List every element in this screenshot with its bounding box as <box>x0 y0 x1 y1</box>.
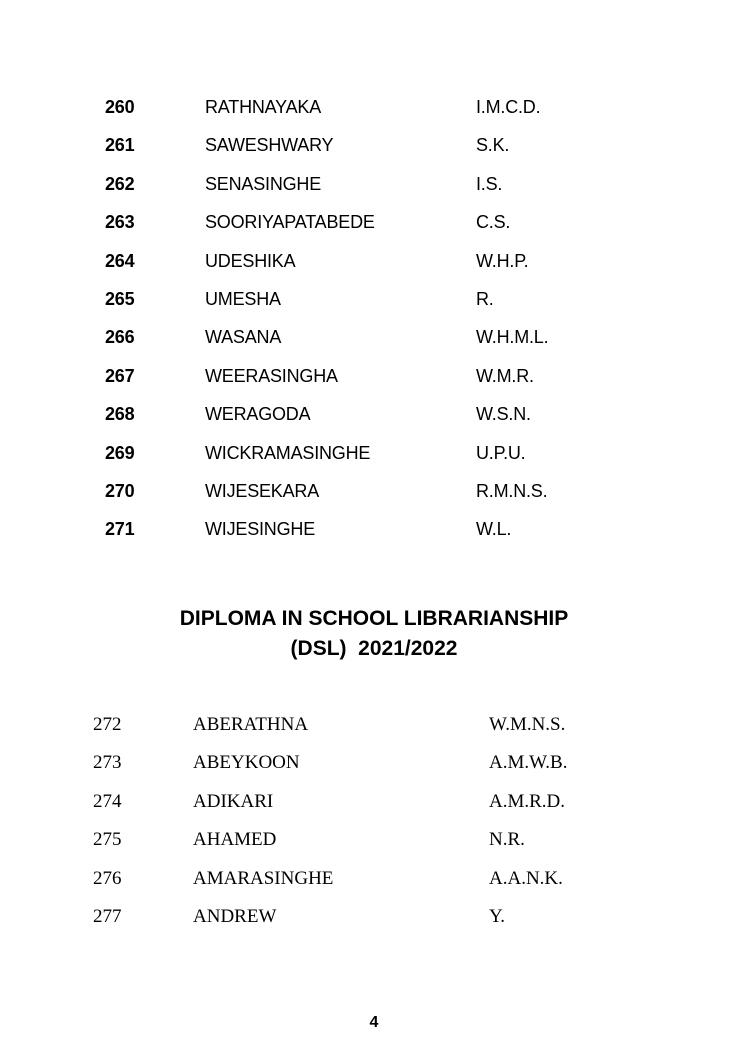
name-list-previous <box>0 97 748 558</box>
entry-surname: AMARASINGHE <box>193 867 334 889</box>
list-item <box>0 212 748 250</box>
entry-initials: W.H.M.L. <box>476 327 549 348</box>
entry-surname: ANDREW <box>193 905 277 927</box>
entry-initials: W.L. <box>476 519 512 540</box>
entry-surname: WICKRAMASINGHE <box>205 442 371 463</box>
section-subtitle: (DSL) 2021/2022 <box>290 637 458 660</box>
entry-surname: ADIKARI <box>193 790 274 812</box>
page-number: 4 <box>369 1014 379 1031</box>
entry-number: 274 <box>93 790 122 812</box>
entry-initials: A.M.R.D. <box>489 790 566 812</box>
entry-surname: RATHNAYAKA <box>205 97 322 117</box>
entry-initials: W.H.P. <box>476 250 529 271</box>
entry-initials: W.S.N. <box>476 404 531 425</box>
list-item <box>0 714 748 752</box>
entry-initials: A.A.N.K. <box>489 867 563 889</box>
list-item <box>0 404 748 442</box>
entry-surname: WERAGODA <box>205 404 311 425</box>
entry-surname: WIJESINGHE <box>205 519 316 540</box>
entry-number: 275 <box>93 829 122 851</box>
entry-number: 266 <box>105 327 135 348</box>
entry-initials: C.S. <box>476 212 511 233</box>
list-item <box>0 135 748 173</box>
section-title: DIPLOMA IN SCHOOL LIBRARIANSHIP <box>179 607 569 630</box>
list-item <box>0 906 748 944</box>
list-item <box>0 752 748 790</box>
entry-number: 263 <box>105 212 135 233</box>
entry-surname: SAWESHWARY <box>205 135 334 156</box>
name-list-dsl <box>0 714 748 944</box>
entry-number: 268 <box>105 404 135 425</box>
list-item <box>0 481 748 519</box>
entry-initials: R.M.N.S. <box>476 480 548 501</box>
list-item <box>0 366 748 404</box>
list-item <box>0 289 748 327</box>
entry-number: 273 <box>93 752 122 774</box>
entry-initials: A.M.W.B. <box>489 752 568 774</box>
entry-initials: I.S. <box>476 173 503 194</box>
entry-number: 270 <box>105 480 135 501</box>
entry-initials: I.M.C.D. <box>476 97 541 117</box>
entry-initials: Y. <box>489 905 506 927</box>
entry-surname: SOORIYAPATABEDE <box>205 212 375 233</box>
entry-number: 271 <box>105 519 135 540</box>
list-item <box>0 791 748 829</box>
entry-surname: UDESHIKA <box>205 250 296 271</box>
entry-initials: N.R. <box>489 829 525 851</box>
entry-number: 267 <box>105 365 135 386</box>
entry-number: 272 <box>93 714 122 735</box>
list-item <box>0 519 748 557</box>
entry-surname: WIJESEKARA <box>205 480 320 501</box>
list-item <box>0 251 748 289</box>
entry-number: 261 <box>105 135 135 156</box>
entry-number: 277 <box>93 905 122 927</box>
list-item <box>0 443 748 481</box>
entry-initials: R. <box>476 288 494 309</box>
entry-surname: SENASINGHE <box>205 173 322 194</box>
section-heading <box>0 604 748 664</box>
entry-surname: WEERASINGHA <box>205 365 338 386</box>
entry-surname: ABERATHNA <box>193 714 309 735</box>
list-item <box>0 174 748 212</box>
entry-initials: W.M.N.S. <box>489 714 566 735</box>
entry-number: 260 <box>105 97 135 117</box>
list-item <box>0 829 748 867</box>
list-item <box>0 868 748 906</box>
entry-number: 265 <box>105 288 135 309</box>
entry-number: 262 <box>105 173 135 194</box>
entry-initials: S.K. <box>476 135 510 156</box>
list-item <box>0 97 748 135</box>
entry-initials: W.M.R. <box>476 365 534 386</box>
entry-number: 269 <box>105 442 135 463</box>
entry-surname: ABEYKOON <box>193 752 300 774</box>
entry-surname: WASANA <box>205 327 282 348</box>
entry-surname: AHAMED <box>193 829 277 851</box>
entry-number: 264 <box>105 250 135 271</box>
list-item <box>0 327 748 365</box>
entry-initials: U.P.U. <box>476 442 526 463</box>
entry-number: 276 <box>93 867 122 889</box>
entry-surname: UMESHA <box>205 288 281 309</box>
